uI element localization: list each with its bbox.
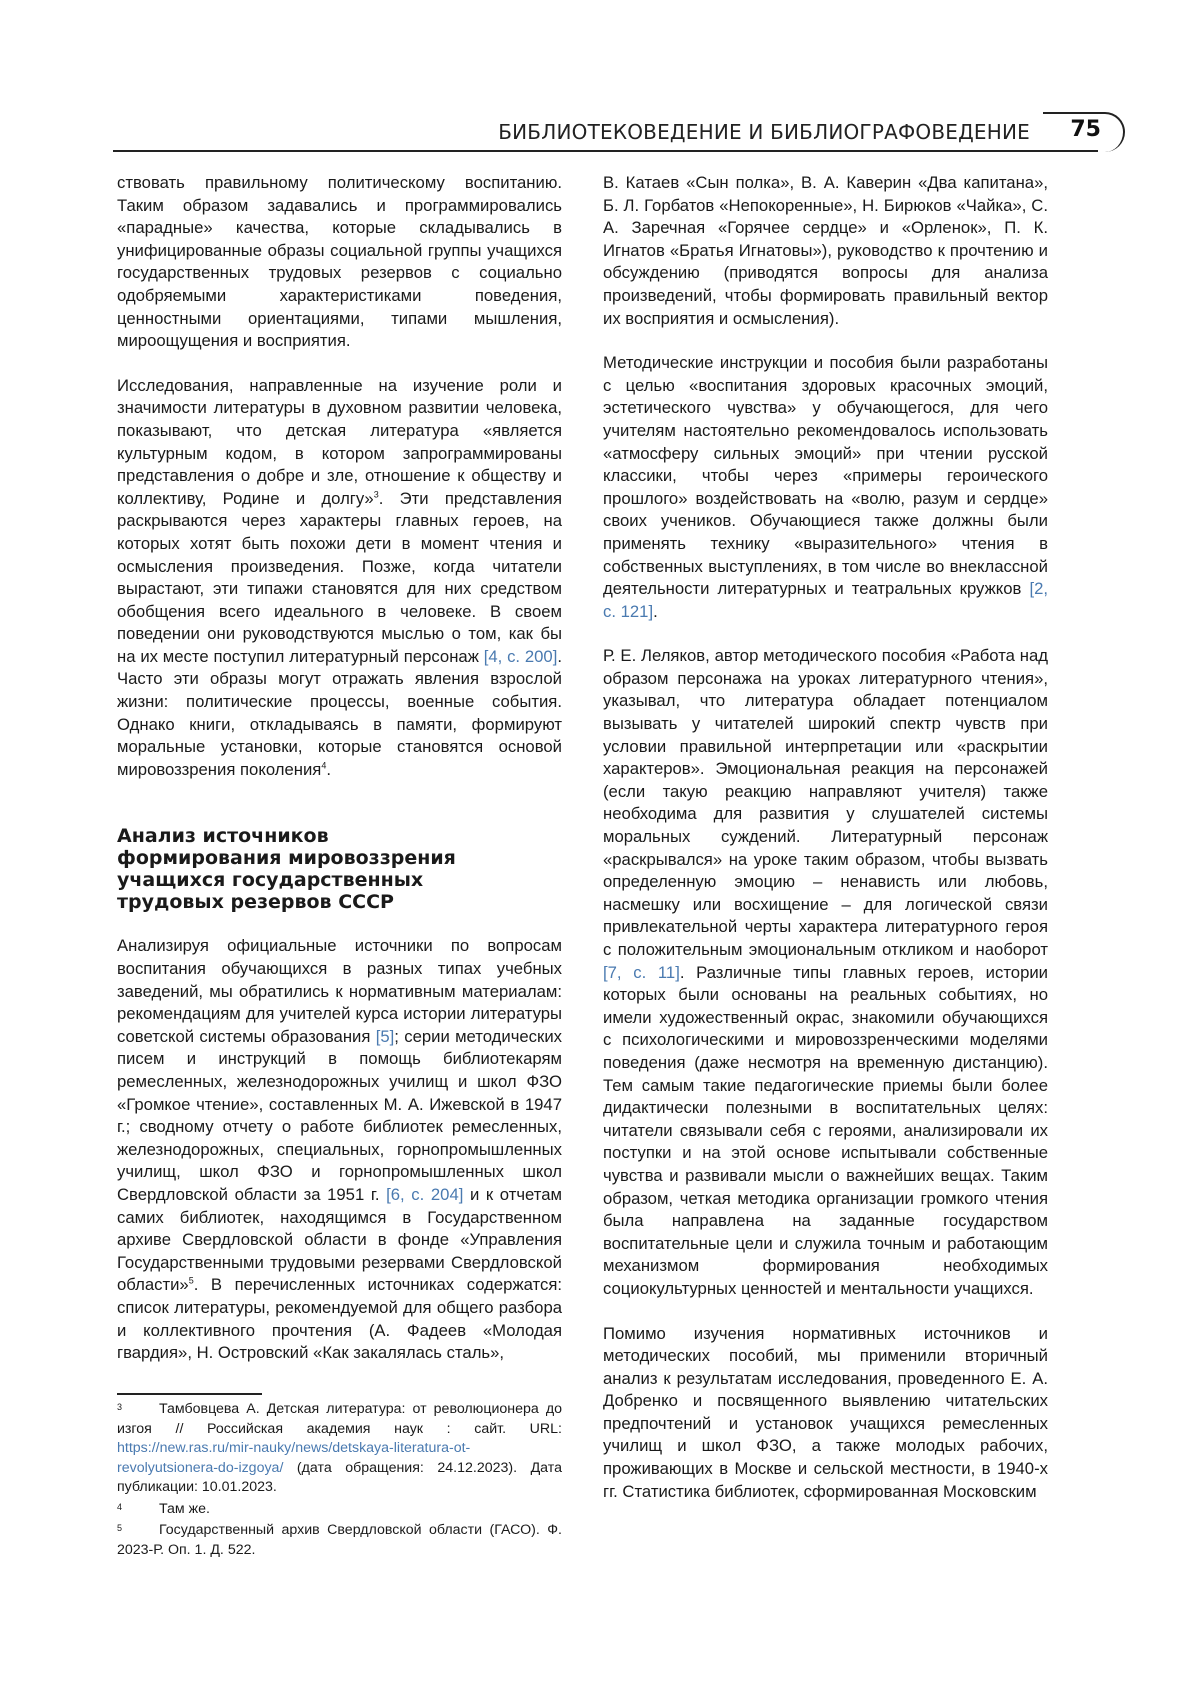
- citation-link[interactable]: [7, с. 11]: [603, 962, 680, 982]
- footnote-number: 3: [117, 1402, 123, 1412]
- paragraph: [603, 352, 1048, 623]
- text-run: . Различные типы главных героев, истории которых были основаны на реальных событиях, но имели художественный окрас, знакомили обучающихся с психологическими и мировоззренческими моделями поведения (даже несмотря на временную дистанцию). Тем самым такие педагогические приемы были более дидактически полезными в воспитательных целях: читатели связывали себя с героями, анализировали их поступки и на этой основе испытывали собственные чувства и развивали мысли о важнейших вещах. Таким образом, четкая методика организации громкого чтения была направлена на заданные государством воспитательные цели и служила точным и работающим механизмом формирования необходимых социокультурных ценностей и ментальности учащихся.: [603, 962, 1048, 1298]
- footnotes: [117, 1400, 562, 1562]
- section-title: БИБЛИОТЕКОВЕДЕНИЕ И БИБЛИОГРАФОВЕДЕНИЕ: [498, 120, 1030, 144]
- footnote-url[interactable]: https://new.ras.ru/mir-nauky/news/detskaya-literatura-ot-revolyutsionera-do-izgoya/: [117, 1440, 471, 1476]
- citation-link[interactable]: [4, с. 200]: [483, 646, 558, 666]
- text-run: .: [326, 759, 331, 779]
- page-number: 75: [1070, 117, 1101, 142]
- footnote-text: Там же.: [159, 1500, 210, 1517]
- header-rule: [113, 150, 1098, 152]
- text-run: . Эти представления раскрываются через характеры главных героев, на которых хотят быть похожи дети в момент чтения и осмысления произведения. Позже, когда читатели вырастают, эти типажи становятся для них средством обобщения всего идеального в человеке. В своем поведении они руководствуются мыслью о том, как бы на их месте поступил литературный персонаж: [117, 488, 562, 666]
- footnote-text: (дата обращения: 24.12.2023). Дата публикации: 10.01.2023.: [117, 1459, 562, 1495]
- text-run: Р. Е. Леляков, автор методического пособия «Работа над образом персонажа на уроках литературного чтения», указывал, что литература обладает потенциалом вызывать у читателей широкий спектр чувств при условии правильной интерпретации или «раскрытии характеров». Эмоциональная реакция на персонажей (если такую реакцию направляют учителя) также необходима для развития у слушателей системы моральных суждений. Литературный персонаж «раскрывался» на уроке таким образом, чтобы вызвать определенную эмоцию – ненависть или любовь, насмешку или восхищение – для логической связи привлекательной черты характера литературного героя с положительным эмоциональным откликом и наоборот: [603, 646, 1048, 959]
- right-column: [603, 172, 1048, 1525]
- text-run: и к отчетам самих библиотек, находящимся в Государственном архиве Свердловской области в фонде «Управления Государственными трудовыми резервами Свердловской области»: [117, 1184, 562, 1295]
- text-run: Методические инструкции и пособия были разработаны с целью «воспитания здоровых красочных эмоций, эстетического чувства» у обучающегося, для чего учителям настоятельно рекомендовалось использовать «атмосферу сильных эмоций» при чтении русской классики, чтобы через «примеры героического прошлого» воздействовать на «волю, разум и сердце» своих учеников. Обучающиеся также должны были применять технику «выразительного» чтения в собственных выступлениях, в том числе во внеклассной деятельности литературных и театральных кружков: [603, 353, 1048, 599]
- text-run: ; серии методических писем и инструкций в помощь библиотекарям ремесленных, железнодорожных училищ и школ ФЗО «Громкое чтение», составленных М. А. Ижевской в 1947 г.; сводному отчету о работе библиотек ремесленных, железнодорожных, специальных, горнопромышленных училищ, школ ФЗО и горнопромышленных школ Свердловской области за 1951 г.: [117, 1026, 562, 1204]
- footnote-marker[interactable]: 5: [188, 1275, 194, 1286]
- footnote-number: 5: [117, 1523, 123, 1533]
- citation-link[interactable]: [5]: [375, 1026, 395, 1046]
- paragraph: ствовать правильному политическому воспитанию. Таким образом задавались и программировались «парадные» качества, которые складывались в унифицированные образы социальной группы учащихся государственных трудовых резервов с социально одобряемыми характеристиками поведения, ценностными ориентациями, типами мышления, мироощущения и восприятия.: [117, 173, 562, 351]
- text-run: . В перечисленных источниках содержатся: список литературы, рекомендуемой для общего разбора и коллективного прочтения (А. Фадеев «Молодая гвардия», Н. Островский «Как закалялась сталь»,: [117, 1275, 562, 1363]
- footnote-marker[interactable]: 3: [373, 489, 379, 500]
- footnote: [117, 1500, 562, 1520]
- footnote: [117, 1400, 562, 1498]
- section-heading: Анализ источников формирования мировоззрения учащихся государственных трудовых резервов СССР: [117, 825, 456, 914]
- footnote-text: Тамбовцева А. Детская литература: от революционера до изгоя // Российская академия наук : сайт. URL:: [117, 1401, 562, 1437]
- paragraph: В. Катаев «Сын полка», В. А. Каверин «Два капитана», Б. Л. Горбатов «Непокоренные», Н. Бирюков «Чайка», С. А. Заречная «Горячее сердце» и «Орленок», П. К. Игнатов «Братья Игнатовы»), руководство к прочтению и обсуждению (приводятся вопросы для анализа произведений, чтобы формировать правильный вектор их восприятия и осмысления).: [603, 173, 1048, 328]
- footnote-text: Государственный архив Свердловской области (ГАСО). Ф. 2023-Р. Оп. 1. Д. 522.: [117, 1522, 562, 1558]
- paragraph: Помимо изучения нормативных источников и методических пособий, мы применили вторичный анализ к результатам исследования, проведенного Е. А. Добренко и посвященного выявлению читательских предпочтений и установок учащихся ремесленных училищ и школ ФЗО, а также молодых рабочих, проживающих в Москве и сельской местности, в 1940-х гг. Статистика библиотек, сформированная Московским: [603, 1323, 1048, 1501]
- paragraph: [117, 375, 562, 782]
- footnote-number: 4: [117, 1501, 123, 1512]
- text-run: . Часто эти образы могут отражать явления взрослой жизни: политические процессы, военные события. Однако книги, откладываясь в памяти, формируют моральные установки, которые становятся основой мировоззрения поколения: [117, 646, 562, 779]
- citation-link[interactable]: [2, с. 121]: [603, 579, 1048, 621]
- footnote: [117, 1521, 562, 1560]
- running-header: [113, 112, 1125, 152]
- paragraph: [603, 645, 1048, 1300]
- text-run: Анализируя официальные источники по вопросам воспитания обучающихся в разных типах учебных заведений, мы обратились к нормативным материалам: рекомендациям для учителей курса истории литературы советской системы образования: [117, 936, 562, 1046]
- paragraph: [117, 935, 562, 1364]
- citation-link[interactable]: [6, с. 204]: [386, 1184, 464, 1204]
- left-column: [117, 172, 562, 1387]
- footnote-marker[interactable]: 4: [321, 760, 327, 771]
- text-run: .: [653, 601, 658, 621]
- text-run: Исследования, направленные на изучение роли и значимости литературы в духовном развитии человека, показывают, что детская литература «является культурным кодом, в котором запрограммированы представления о добре и зле, отношение к обществу и коллективу, Родине и долгу»: [117, 375, 562, 508]
- footnote-separator: [117, 1393, 262, 1395]
